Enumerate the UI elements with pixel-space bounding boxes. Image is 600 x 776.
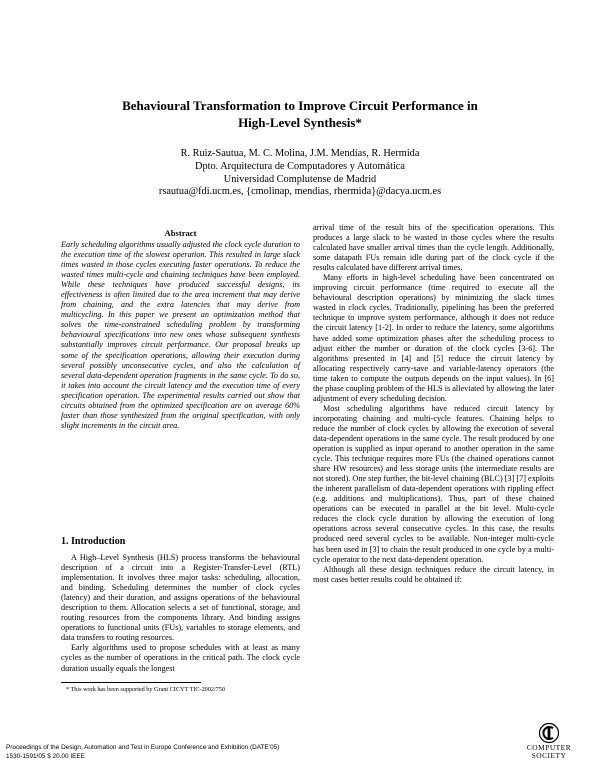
abstract-heading: Abstract bbox=[164, 228, 197, 238]
author-block bbox=[0, 148, 600, 199]
logo-line-1: COMPUTER bbox=[526, 743, 572, 752]
right-paragraph-4: Although all these design techniques reduce the circuit latency, in most cases better results could be obtained if: bbox=[313, 564, 554, 584]
proceedings-line-2: 1530-1591/05 $ 20.00 IEEE bbox=[6, 753, 85, 760]
paper-title bbox=[0, 98, 600, 131]
footnote-rule bbox=[61, 682, 201, 683]
right-paragraph-1: arrival time of the result bits of the specification operations. This produces a large slack to be wasted in those cycles where the results calculated have smaller arrival times than the cycle length. Additionally, some datapath FUs remain idle during part of the clock cycle if the results calculated have different arrival times. bbox=[313, 223, 554, 273]
university: Universidad Complutense de Madrid bbox=[223, 173, 377, 185]
abstract-text: Early scheduling algorithms usually adjusted the clock cycle duration to the execution time of the slowest operation. This resulted in large slack times wasted in those cycles executing faster operations. To reduce the wasted times multi-cycle and chaining techniques have been employed. While these techniques have produced successful designs, its effectiveness is often limited due to the area increment that may derive from chaining, and the extra latencies that may derive from multicycling. In this paper we present an optimization method that solves the time-constrained scheduling problem by transforming behavioural specifications into new ones whose subsequent synthesis substantially improves circuit performance. Our proposal breaks up some of the specification operations, allowing their execution during several possibly unconsecutive cycles, and also the calculation of several data-dependent operation fragments in the same cycle. To do so, it takes into account the circuit latency and the execution time of every specification operation. The experimental results carried out show that circuits obtained from the optimized specification are on average 60% faster than those synthesized from the original specification, with only slight increments in the circuit area. bbox=[61, 240, 300, 430]
computer-society-logo bbox=[514, 722, 584, 772]
intro-paragraph-1: A High–Level Synthesis (HLS) process transforms the behavioural description of a circuit into a Register-Transfer-Level (RTL) implementation. It involves three major tasks: scheduling, allocation, and binding. Scheduling determines the number of clock cycles (latency) and their duration, and assigns operations of the behavioural description to them. Allocation selects a set of functional, storage, and routing resources from the components library. And binding assigns operations to functional units (FUs), variables to storage elements, and data transfers to routing resources. bbox=[61, 553, 300, 643]
authors: R. Ruiz-Sautua, M. C. Molina, J.M. Mendías, R. Hermida bbox=[180, 148, 420, 159]
proceedings-line-1: Proceedings of the Design, Automation and Test in Europe Conference and Exhibition (DATE’05) bbox=[6, 744, 280, 751]
right-paragraph-3: Most scheduling algorithms have reduced circuit latency by incorporating chaining and multi-cycle features. Chaining helps to reduce the number of clock cycles by allowing the execution of several data-dependent operations in the same cycle. The result produced by one operation is supplied as input operand to another operation in the same cycle. This technique requires more FUs (the chained operations cannot share HW resources) and less storage units (the intermediate results are not stored). One step further, the bit-level chaining (BLC) [3] [7] exploits the inherent parallelism of data-dependent operations with rippling effect (e.g. additions and multiplications). Thus, part of these chained operations can be executed in parallel at the bit level. Multi-cycle reduces the clock cycle duration by allowing the execution of long operations across several consecutive cycles. In this case, the results produced need several cycles to be available. Non-integer multi-cycle has been used in [3] to chain the result produced in one cycle by a multi-cycle operator to the next data-dependent operation. bbox=[313, 403, 554, 564]
title-line-1: Behavioural Transformation to Improve Circuit Performance in bbox=[122, 98, 478, 113]
proceedings-footer bbox=[6, 743, 279, 761]
abstract-body bbox=[61, 240, 300, 431]
computer-society-emblem-icon bbox=[538, 722, 560, 744]
right-paragraph-2: Many efforts in high-level scheduling have been concentrated on improving circuit performance (time required to execute all the behavioural description operations) by minimizing the slack times wasted in clock cycles. Traditionally, pipelining has been the preferred technique to improve system performance, although it does not reduce the circuit latency [1-2]. In order to reduce the latency, some algorithms have added some optimization phases after the scheduling process to adjust either the number or duration of the clock cycles [3-6]. The algorithms presented in [4] and [5] reduce the circuit latency by allocating respectively carry-save and variable-latency operators (the time taken to compute the outputs depends on the input values). In [6] the phase coupling problem of the HLS is alleviated by allowing the later adjustment of every scheduling decision. bbox=[313, 273, 554, 403]
affiliation: Dpto. Arquitectura de Computadores y Automática bbox=[195, 160, 405, 172]
emails: rsautua@fdi.ucm.es, {cmolinap, mendias, rhermida}@dacya.ucm.es bbox=[158, 186, 442, 198]
introduction-body bbox=[61, 553, 300, 674]
introduction-heading: 1. Introduction bbox=[61, 536, 126, 547]
right-column bbox=[313, 223, 554, 585]
logo-line-2: SOCIETY bbox=[531, 751, 567, 760]
title-line-2: High-Level Synthesis* bbox=[238, 114, 362, 130]
intro-paragraph-2: Early algorithms used to propose schedules with at least as many cycles as the number of operations in the critical path. The clock cycle duration usually equals the longest bbox=[61, 643, 300, 673]
footnote: * This work has been supported by Grant CICYT TIC-2002/750 bbox=[66, 686, 225, 693]
